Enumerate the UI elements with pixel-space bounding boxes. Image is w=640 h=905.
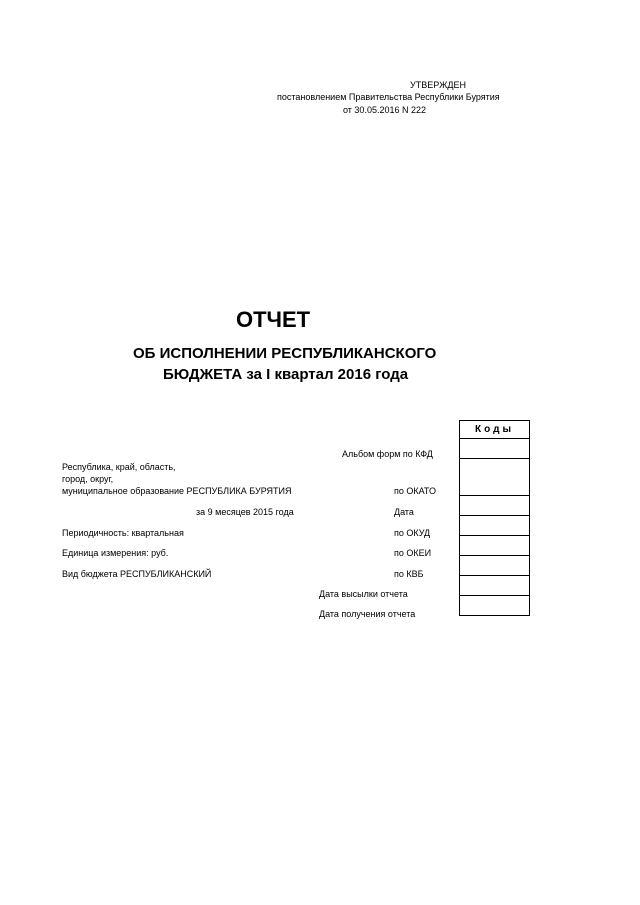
okud-label: по ОКУД: [394, 528, 431, 538]
budget-type-label: Вид бюджета РЕСПУБЛИКАНСКИЙ: [62, 569, 212, 579]
code-send-date: [460, 576, 530, 596]
date-label: Дата: [394, 507, 414, 517]
send-date-label: Дата высылки отчета: [319, 589, 408, 599]
kvb-label: по КВБ: [394, 569, 424, 579]
territory-label-line2: город, округ,: [62, 474, 114, 484]
okato-label: по ОКАТО: [394, 486, 437, 496]
receive-date-label: Дата получения отчета: [319, 609, 416, 619]
code-date: [460, 496, 530, 516]
code-album-kfd: [460, 439, 530, 459]
territory-label-line3: муниципальное образование РЕСПУБЛИКА БУРЯТИЯ: [62, 486, 292, 496]
period-label: за 9 месяцев 2015 года: [196, 507, 294, 517]
code-okei: [460, 536, 530, 556]
album-label: Альбом форм по КФД: [342, 449, 433, 459]
approval-date: от 30.05.2016 N 222: [343, 105, 426, 115]
report-subtitle-line1: ОБ ИСПОЛНЕНИИ РЕСПУБЛИКАНСКОГО: [133, 345, 437, 362]
okei-label: по ОКЕИ: [394, 548, 432, 558]
periodicity-label: Периодичность: квартальная: [62, 528, 184, 538]
code-okato: [460, 459, 530, 496]
code-receive-date: [460, 596, 530, 616]
codes-header: Коды: [460, 421, 530, 439]
report-subtitle-line2: БЮДЖЕТА за I квартал 2016 года: [163, 366, 409, 383]
approval-decree: постановлением Правительства Республики Бурятия: [277, 92, 500, 102]
codes-table: [459, 420, 530, 616]
code-kvb: [460, 556, 530, 576]
territory-label-line1: Республика, край, область,: [62, 462, 176, 472]
unit-label: Единица измерения: руб.: [62, 548, 169, 558]
report-title: ОТЧЕТ: [236, 307, 311, 332]
code-okud: [460, 516, 530, 536]
approval-title: УТВЕРЖДЕН: [410, 80, 467, 90]
